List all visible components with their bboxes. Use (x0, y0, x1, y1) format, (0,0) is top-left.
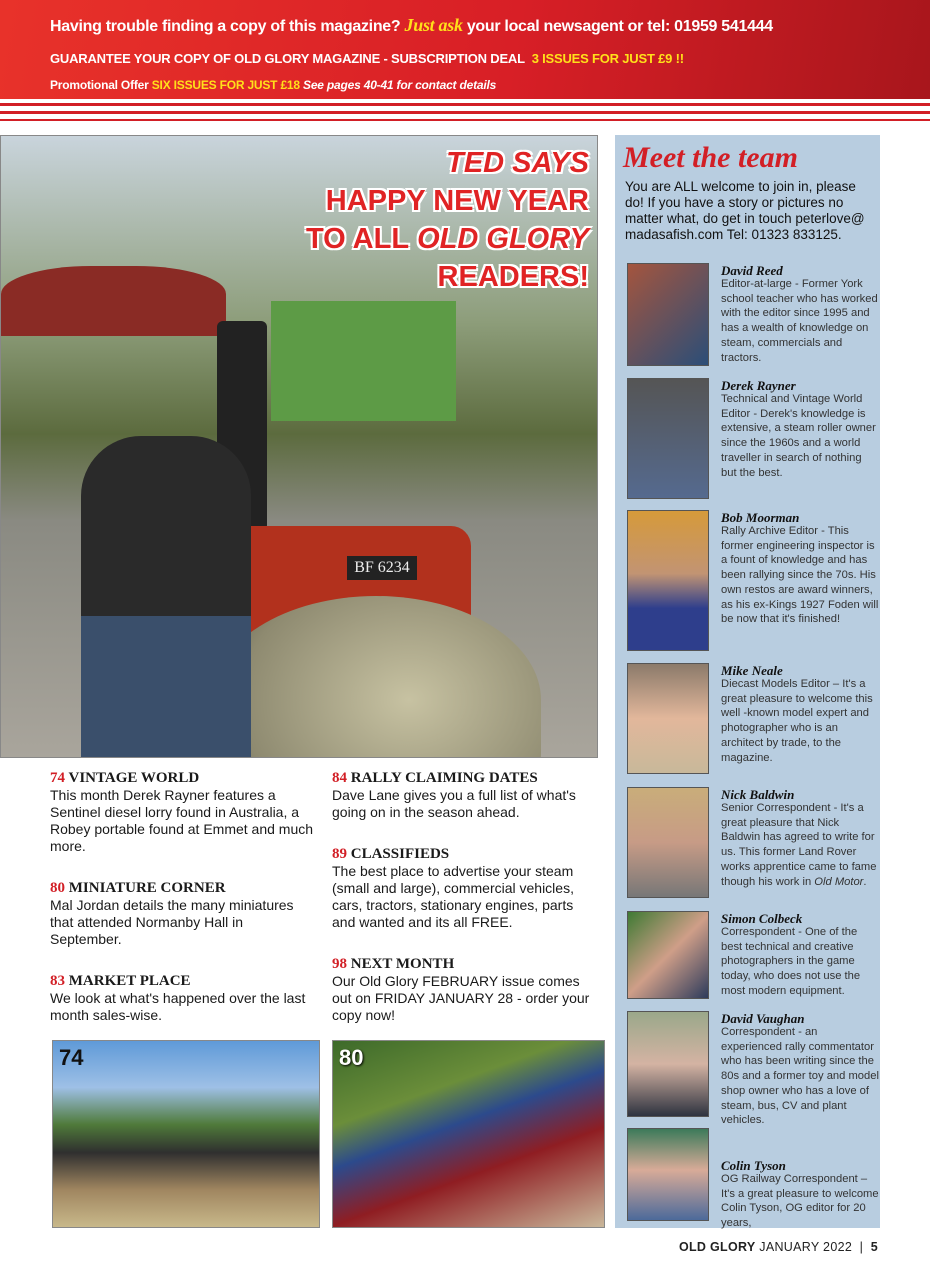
contents-item[interactable]: 74 VINTAGE WORLD This month Derek Rayner features a Sentinel diesel lorry found in Australia, a Robey portable found at Emmet and much more. (50, 770, 314, 854)
divider-stripe (0, 111, 930, 114)
member-photo (627, 663, 709, 774)
hero-photo-steam-roller (0, 135, 598, 758)
contents-item[interactable]: 83 MARKET PLACE We look at what's happened over the last month sales-wise. (50, 973, 306, 1023)
banner-line-1: Having trouble finding a copy of this magazine? Just ask your local newsagent or tel: 01959 541444 (50, 15, 773, 35)
photo-shed (271, 301, 456, 421)
divider-stripe (0, 103, 930, 106)
photo-man-with-dog (81, 436, 251, 758)
banner-line-2: GUARANTEE YOUR COPY OF OLD GLORY MAGAZINE - SUBSCRIPTION DEAL 3 ISSUES FOR JUST £9 !! (50, 51, 684, 66)
member-photo (627, 1128, 709, 1221)
page-number: 5 (870, 1240, 878, 1254)
thumbnail-vintage-world[interactable]: 74 (52, 1040, 320, 1228)
member-photo (627, 510, 709, 651)
subscription-banner (0, 0, 930, 99)
thumbnail-miniature-corner[interactable]: 80 (332, 1040, 605, 1228)
contents-item[interactable]: 89 CLASSIFIEDS The best place to advertise your steam (small and large), commercial vehicles, cars, tractors, stationary engines, parts and wanted and its all FREE. (332, 846, 574, 930)
member-photo (627, 911, 709, 999)
team-intro: You are ALL welcome to join in, please do! If you have a story or pictures no matter what, do get in touch peterlove@ madasafish.com Tel: 01323 833125. (625, 179, 865, 242)
contents-item[interactable]: 84 RALLY CLAIMING DATES Dave Lane gives you a full list of what's going on in the season ahead. (332, 770, 576, 820)
divider-stripe (0, 119, 930, 121)
contents-item[interactable]: 80 MINIATURE CORNER Mal Jordan details the many miniatures that attended Normanby Hall in September. (50, 880, 294, 947)
hero-headline: TED SAYS HAPPY NEW YEAR TO ALL OLD GLORY READERS! (305, 147, 589, 293)
photo-canopy (1, 266, 226, 336)
member-photo (627, 378, 709, 499)
contents-item[interactable]: 98 NEXT MONTH Our Old Glory FEBRUARY issue comes out on FRIDAY JANUARY 28 - order your copy now! (332, 956, 590, 1023)
number-plate: BF 6234 (347, 556, 417, 580)
member-photo (627, 787, 709, 898)
meet-the-team-panel: Meet the team You are ALL welcome to join in, please do! If you have a story or pictures no matter what, do get in touch peterlove@ madasafish.com Tel: 01323 833125. David Reed Editor-at-large - Former York school teacher who has worked with the editor since 1995 and has a wealth of knowledge on steam, commercials and tractors. Derek Rayner Technical and Vintage World Editor - Derek's knowledge is extensive, a steam roller owner since the 1960s and a world traveller in search of nothing but the best. Bob Moorman Rally Archive Editor - This former engineering inspector is a fount of knowledge and has been rallying since the 70s. His own restos are award winners, as his ex-Kings 1927 Foden will be now that it's finished! Mike Neale Diecast Models Editor – It's a great pleasure to welcome this well -known model expert and photographer who is an architect by trade, to the magazine. Nick Baldwin Senior Correspondent - It's a great pleasure that Nick Baldwin has agreed to write for us. This former Land Rover works apprentice came to fame though his work in Old Motor. Simon Colbeck Correspondent - One of the best technical and creative photographers in the game today, who does not use the most modern equipment. David Vaughan Correspondent - an experienced rally commentator who has been writing since the 80s and a former toy and model shop owner who has a love of steam, bus, CV and plant vehicles. Colin Tyson OG Railway Correspondent – It's a great pleasure to welcome Colin Tyson, OG editor for 20 years, (615, 135, 880, 1228)
banner-line-3: Promotional Offer SIX ISSUES FOR JUST £18 See pages 40-41 for contact details (50, 78, 497, 92)
page-footer: OLD GLORY JANUARY 2022 | 5 (678, 1240, 878, 1254)
member-photo (627, 1011, 709, 1117)
team-title: Meet the team (623, 141, 798, 174)
member-photo (627, 263, 709, 366)
